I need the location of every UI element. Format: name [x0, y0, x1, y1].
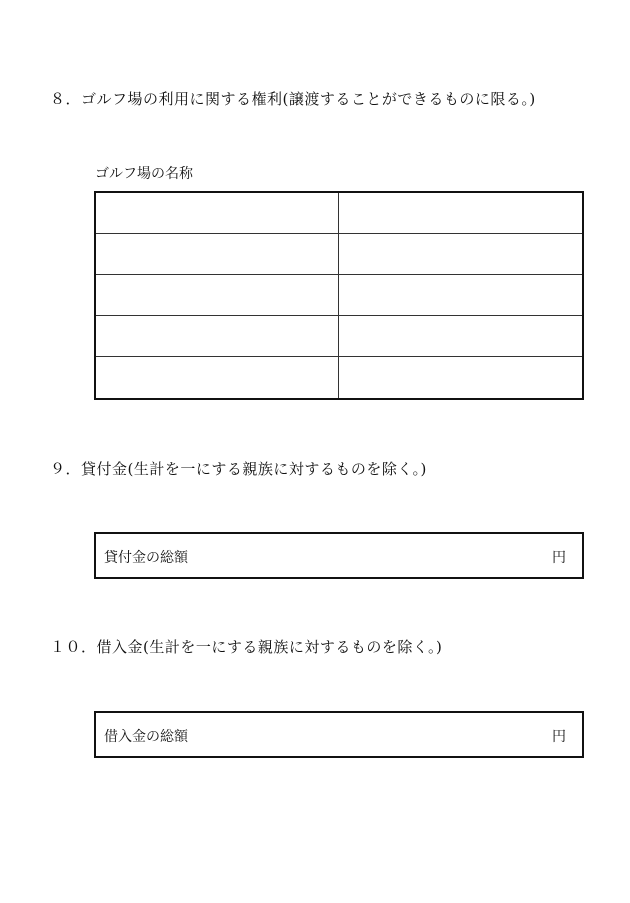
borrowing-total-field[interactable]	[94, 711, 584, 758]
borrowing-total-unit: 円	[552, 729, 566, 745]
golf-table-cell[interactable]	[339, 316, 582, 357]
loan-total-label: 貸付金の総額	[104, 550, 188, 566]
golf-table-cell[interactable]	[339, 193, 582, 234]
golf-table-cell[interactable]	[96, 316, 339, 357]
loan-total-field[interactable]	[94, 532, 584, 579]
golf-table-cell[interactable]	[96, 234, 339, 275]
section-10-heading: １０．借入金(生計を一にする親族に対するものを除く。)	[50, 638, 443, 656]
loan-total-unit: 円	[552, 550, 566, 566]
section-8-heading: ８．ゴルフ場の利用に関する権利(譲渡することができるものに限る。)	[50, 90, 536, 108]
golf-course-table	[94, 191, 584, 400]
golf-table-cell[interactable]	[339, 275, 582, 316]
borrowing-total-label: 借入金の総額	[104, 729, 188, 745]
golf-table-cell[interactable]	[96, 275, 339, 316]
section-9-heading: ９．貸付金(生計を一にする親族に対するものを除く。)	[50, 460, 427, 478]
golf-table-cell[interactable]	[96, 193, 339, 234]
golf-table-cell[interactable]	[96, 357, 339, 398]
golf-course-name-caption: ゴルフ場の名称	[95, 166, 193, 182]
golf-table-cell[interactable]	[339, 234, 582, 275]
golf-table-cell[interactable]	[339, 357, 582, 398]
